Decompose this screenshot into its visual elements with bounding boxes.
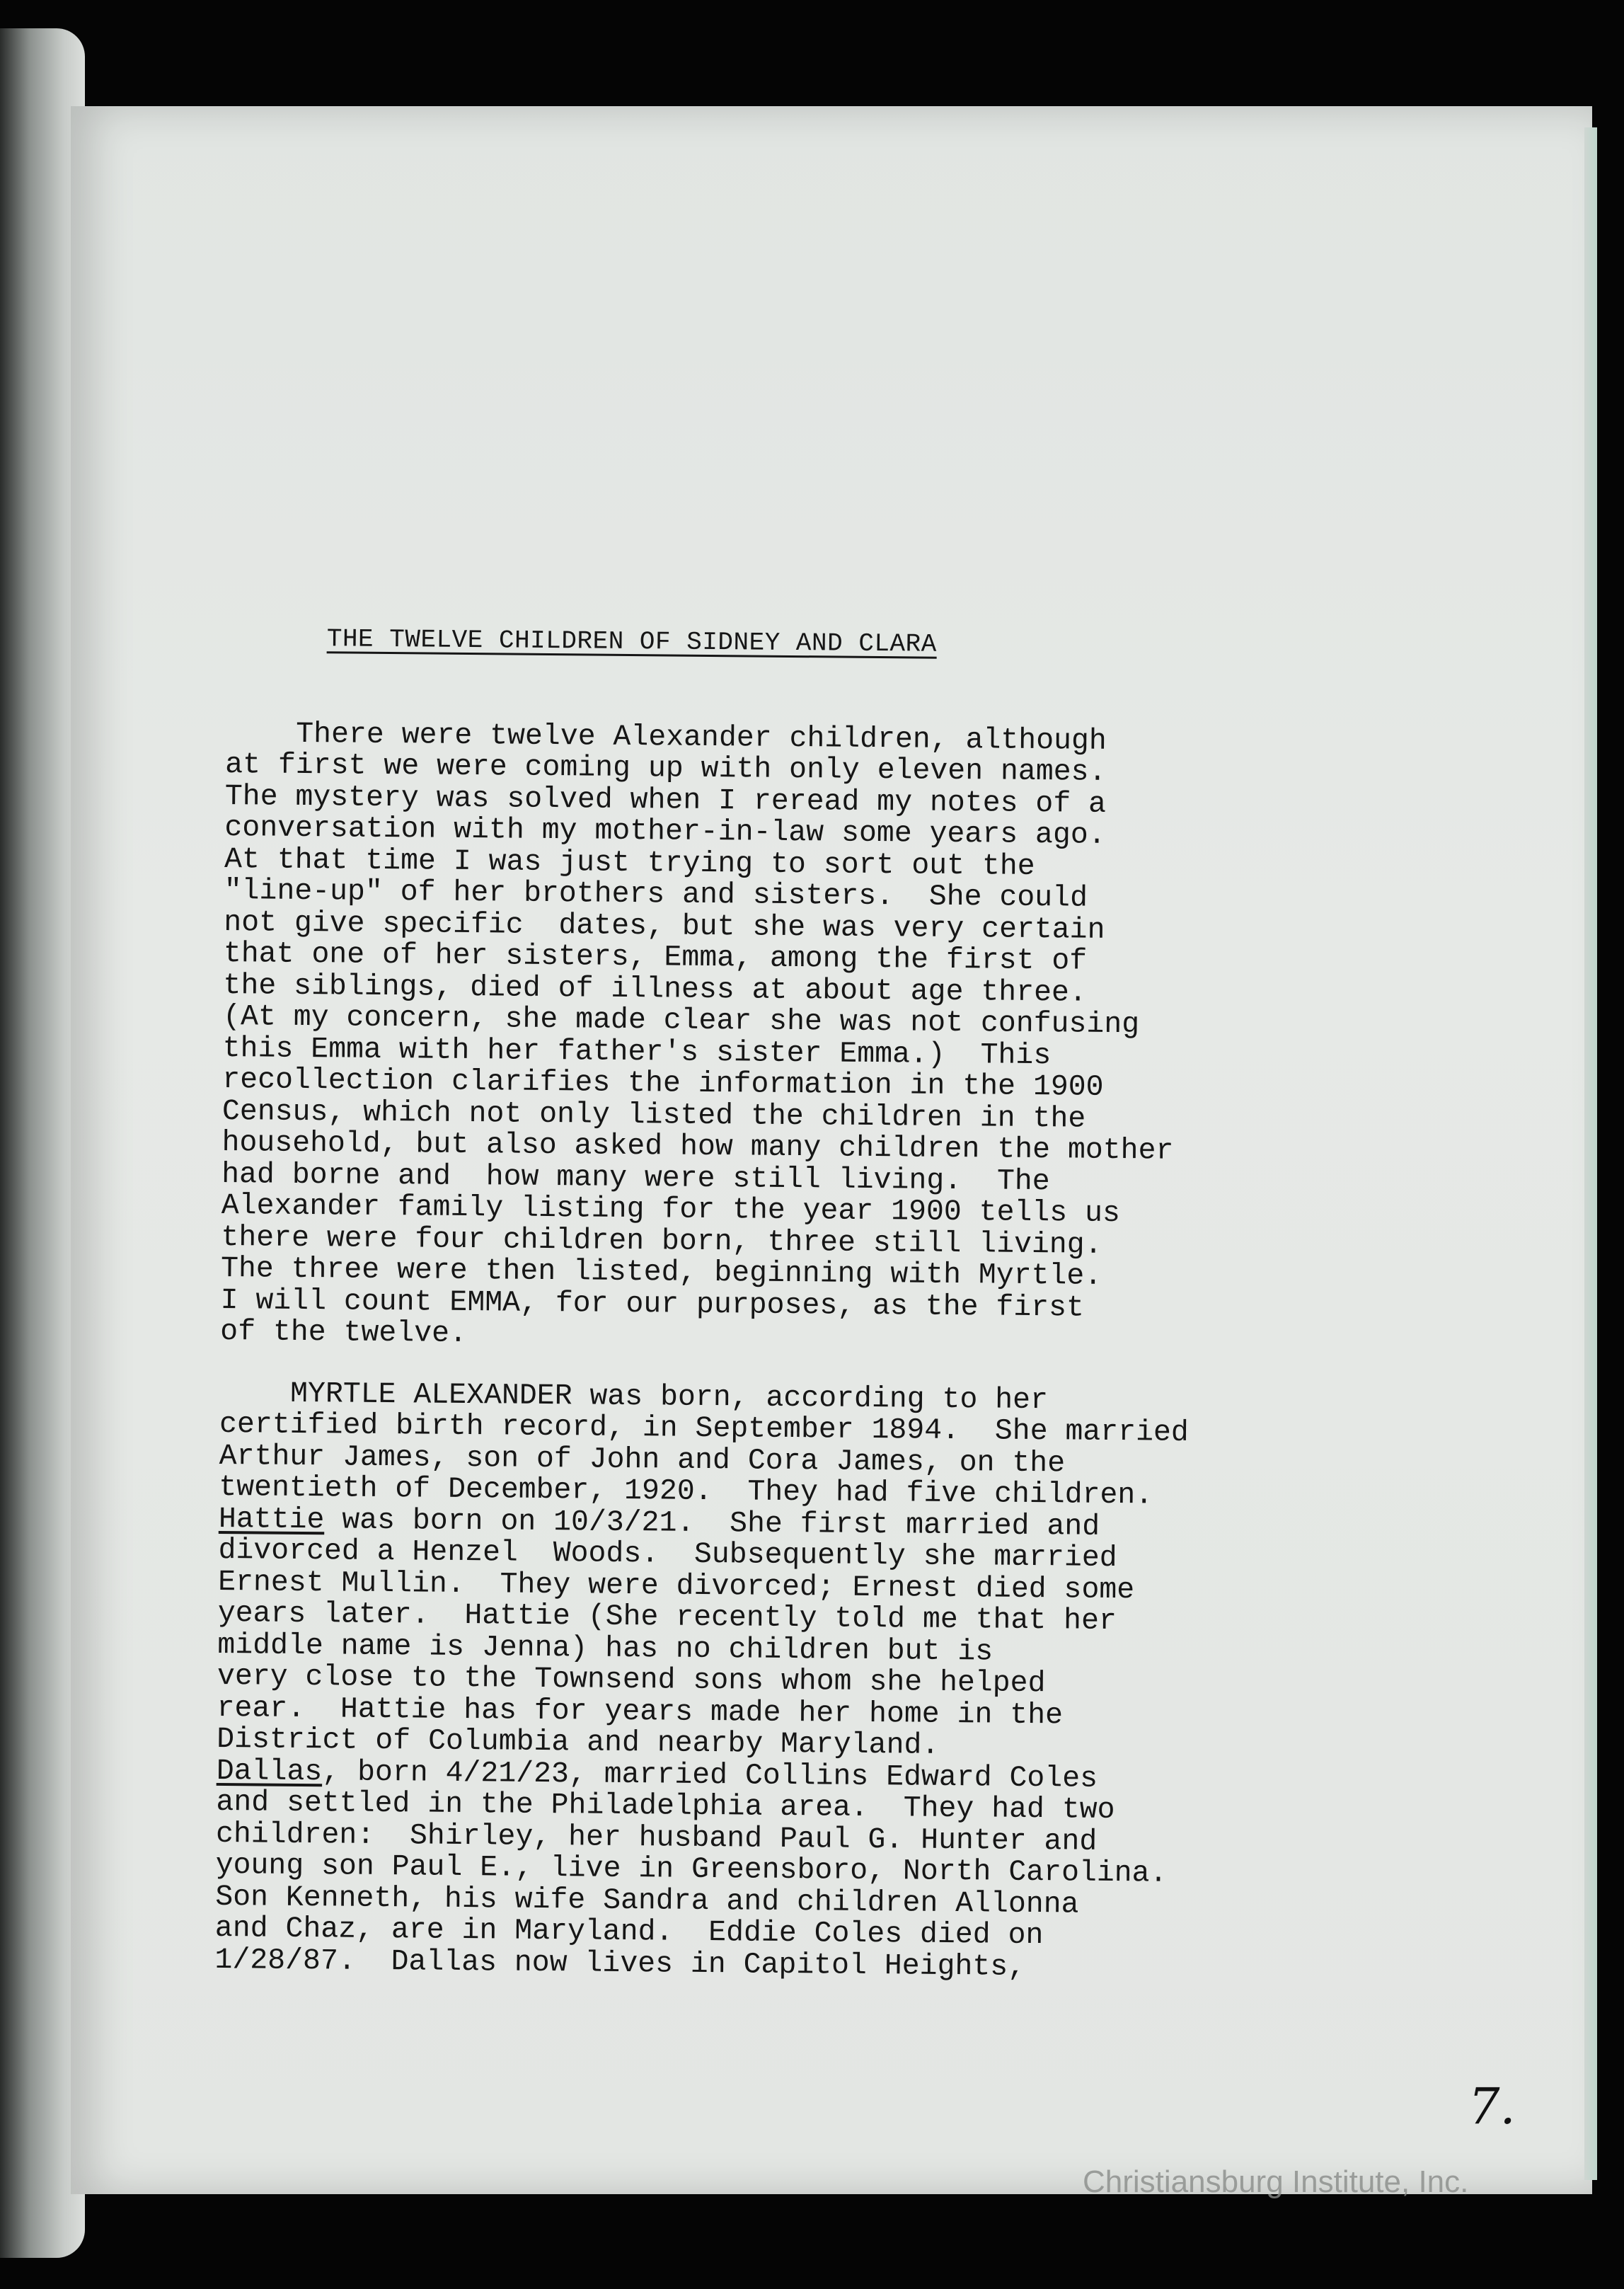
page-content — [214, 623, 1330, 1986]
text-line: MYRTLE ALEXANDER was born, according to her — [219, 1376, 1049, 1417]
text-line: There were twelve Alexander children, although — [225, 716, 1107, 758]
text-line: and Chaz, are in Maryland. Eddie Coles died on — [214, 1911, 1044, 1953]
text-line: divorced a Henzel Woods. Subsequently she married — [218, 1533, 1117, 1576]
page-edge — [1584, 127, 1597, 2180]
text-line: household, but also asked how many children the mother — [221, 1125, 1174, 1168]
text-line: years later. Hattie (She recently told me that her — [217, 1596, 1117, 1639]
text-line: conversation with my mother-in-law some years ago. — [224, 810, 1106, 852]
text-line: 1/28/87. Dallas now lives in Capitol Heights, — [214, 1943, 1026, 1984]
text-line: (At my concern, she made clear she was not confusing — [222, 999, 1140, 1042]
text-line: the siblings, died of illness at about age three. — [223, 968, 1088, 1010]
text-line: recollection clarifies the information in the 1900 — [222, 1062, 1104, 1104]
text-line: this Emma with her father's sister Emma.) This — [222, 1031, 1052, 1072]
text-line: Ernest Mullin. They were divorced; Ernest died some — [217, 1565, 1135, 1607]
text-line: that one of her sisters, Emma, among the first of — [223, 936, 1088, 978]
text-line: Census, which not only listed the children in the — [221, 1094, 1086, 1136]
myrtle-paragraph — [214, 1377, 1323, 1985]
intro-paragraph — [220, 718, 1330, 1358]
text-line: had borne and how many were still living. The — [221, 1157, 1050, 1198]
text-line: young son Paul E., live in Greensboro, North Carolina. — [215, 1848, 1168, 1891]
text-line: very close to the Townsend sons whom she helped — [217, 1659, 1046, 1701]
text-line: rear. Hattie has for years made her home in the — [217, 1691, 1064, 1732]
text-line: Arthur James, son of John and Cora James, on the — [219, 1439, 1066, 1480]
page-title: THE TWELVE CHILDREN OF SIDNEY AND CLARA — [326, 624, 937, 659]
text-line: not give specific dates, but she was very certain — [224, 905, 1105, 947]
text-line: "line-up" of her brothers and sisters. She could — [224, 873, 1088, 915]
text-line: I will count EMMA, for our purposes, as the first — [220, 1283, 1085, 1325]
page-number: 7. — [1468, 2077, 1516, 2135]
hattie-name: Hattie — [218, 1502, 325, 1537]
text-line: At that time I was just trying to sort out the — [224, 842, 1035, 883]
dallas-name: Dallas — [216, 1754, 323, 1789]
text-line: District of Columbia and nearby Maryland. — [217, 1722, 940, 1762]
text-line: Son Kenneth, his wife Sandra and children Allonna — [215, 1880, 1079, 1922]
text-line: The three were then listed, beginning with Myrtle. — [220, 1251, 1102, 1293]
text-line: twentieth of December, 1920. They had five children. — [219, 1470, 1153, 1513]
text-line: middle name is Jenna) has no children but is — [217, 1628, 994, 1669]
hattie-text: was born on 10/3/21. She first married and — [324, 1503, 1100, 1544]
text-line: at first we were coming up with only eleven names. — [225, 747, 1107, 789]
text-line: and settled in the Philadelphia area. They had two — [216, 1785, 1115, 1828]
text-line: children: Shirley, her husband Paul G. Hunter and — [215, 1817, 1098, 1859]
text-line: certified birth record, in September 1894. She married — [219, 1407, 1190, 1450]
text-line: The mystery was solved when I reread my notes of a — [224, 779, 1107, 821]
watermark: Christiansburg Institute, Inc. — [1083, 2164, 1469, 2199]
text-line: of the twelve. — [220, 1314, 468, 1351]
dallas-text: , born 4/21/23, married Collins Edward Coles — [322, 1755, 1098, 1796]
text-line: there were four children born, three still living. — [221, 1220, 1102, 1262]
text-line: Alexander family listing for the year 1900 tells us — [221, 1188, 1121, 1231]
